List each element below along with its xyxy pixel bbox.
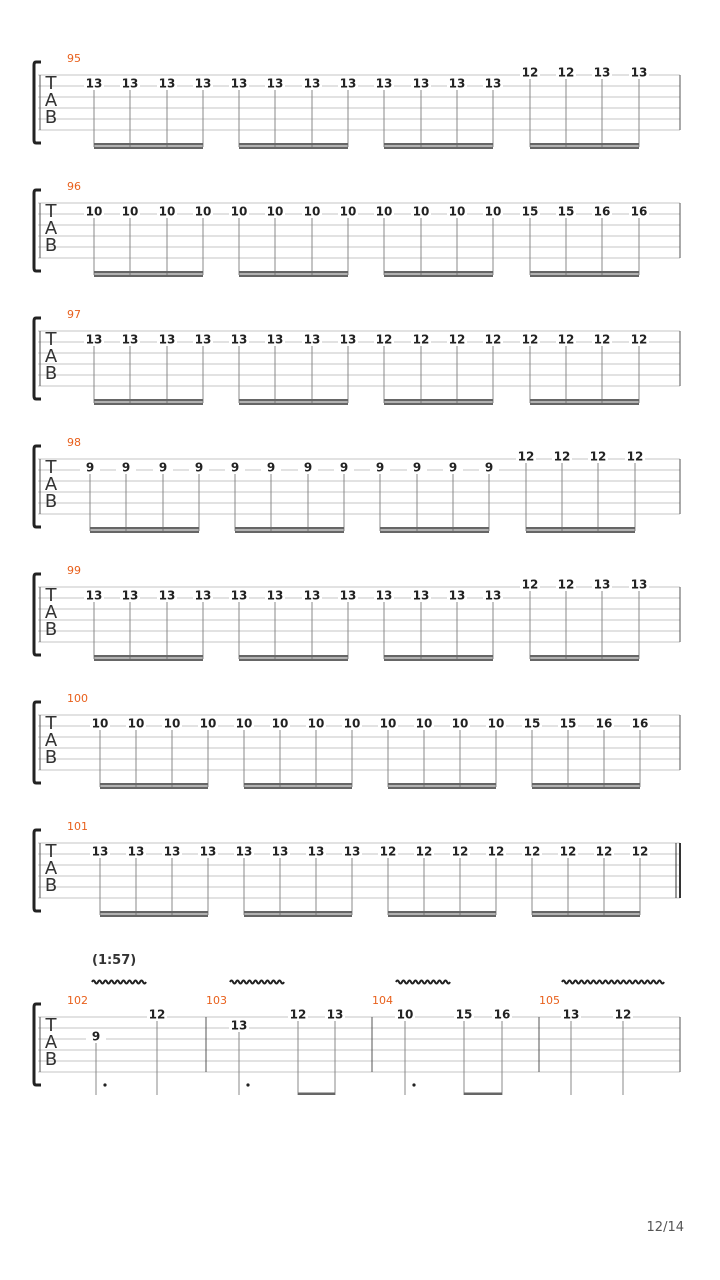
- beam: [239, 659, 348, 662]
- measure-number: 104: [372, 994, 393, 1007]
- fret-number: 13: [630, 65, 648, 80]
- measure-number: 102: [67, 994, 88, 1007]
- beam: [380, 531, 489, 534]
- beam: [384, 271, 493, 274]
- beam: [100, 787, 208, 790]
- beam: [94, 655, 203, 658]
- beam: [94, 659, 203, 662]
- beam: [532, 783, 640, 786]
- fret-number: 12: [523, 844, 541, 859]
- measure-number: 97: [67, 308, 81, 321]
- fret-number: 13: [484, 588, 502, 603]
- beam: [530, 659, 639, 662]
- fret-number: 10: [266, 204, 284, 219]
- fret-number: 15: [557, 204, 575, 219]
- beam: [532, 915, 640, 918]
- fret-number: 10: [487, 716, 505, 731]
- fret-number: 10: [303, 204, 321, 219]
- fret-number: 13: [630, 577, 648, 592]
- fret-number: 13: [593, 65, 611, 80]
- fret-number: 12: [593, 332, 611, 347]
- tab-clef-letter: T: [45, 457, 57, 478]
- fret-number: 10: [484, 204, 502, 219]
- fret-number: 12: [595, 844, 613, 859]
- tab-clef-letter: A: [44, 218, 58, 239]
- tab-clef-letter: A: [44, 346, 58, 367]
- fret-number: 13: [158, 332, 176, 347]
- beam: [388, 915, 496, 918]
- fret-number: 9: [303, 460, 313, 475]
- fret-number: 10: [194, 204, 212, 219]
- fret-number: 16: [593, 204, 611, 219]
- fret-number: 13: [339, 76, 357, 91]
- fret-number: 13: [158, 76, 176, 91]
- tab-clef-letter: B: [44, 619, 58, 640]
- fret-number: 13: [127, 844, 145, 859]
- tab-clef-letter: A: [44, 90, 58, 111]
- fret-number: 12: [614, 1007, 632, 1022]
- beam: [94, 403, 203, 406]
- beam: [94, 143, 203, 146]
- fret-number: 13: [235, 844, 253, 859]
- fret-number: 10: [448, 204, 466, 219]
- beam: [90, 531, 199, 534]
- fret-number: 10: [230, 204, 248, 219]
- tab-clef-letter: B: [44, 235, 58, 256]
- beam: [239, 147, 348, 150]
- fret-number: 10: [121, 204, 139, 219]
- measure-number: 100: [67, 692, 88, 705]
- fret-number: 13: [85, 332, 103, 347]
- fret-number: 13: [266, 332, 284, 347]
- fret-number: 13: [230, 1018, 248, 1033]
- fret-number: 16: [493, 1007, 511, 1022]
- fret-number: 12: [557, 332, 575, 347]
- fret-number: 10: [199, 716, 217, 731]
- beam: [388, 787, 496, 790]
- tab-clef-letter: A: [44, 602, 58, 623]
- fret-number: 10: [127, 716, 145, 731]
- tab-clef-letter: A: [44, 474, 58, 495]
- fret-number: 12: [379, 844, 397, 859]
- fret-number: 12: [415, 844, 433, 859]
- fret-number: 12: [451, 844, 469, 859]
- fret-number: 9: [85, 460, 95, 475]
- fret-number: 10: [415, 716, 433, 731]
- fret-number: 12: [375, 332, 393, 347]
- beam: [384, 659, 493, 662]
- beam: [384, 143, 493, 146]
- fret-number: 13: [484, 76, 502, 91]
- beam: [239, 271, 348, 274]
- tab-clef-letter: T: [45, 841, 57, 862]
- beam: [384, 147, 493, 150]
- fret-number: 16: [631, 716, 649, 731]
- fret-number: 13: [412, 588, 430, 603]
- fret-number: 10: [339, 204, 357, 219]
- beam: [530, 147, 639, 150]
- tab-clef-letter: B: [44, 875, 58, 896]
- fret-number: 13: [448, 76, 466, 91]
- tab-clef-letter: A: [44, 1032, 58, 1053]
- fret-number: 12: [631, 844, 649, 859]
- fret-number: 15: [559, 716, 577, 731]
- fret-number: 13: [562, 1007, 580, 1022]
- fret-number: 10: [379, 716, 397, 731]
- fret-number: 15: [455, 1007, 473, 1022]
- tab-clef-letter: B: [44, 363, 58, 384]
- beam: [388, 911, 496, 914]
- fret-number: 13: [85, 76, 103, 91]
- tab-clef-letter: T: [45, 585, 57, 606]
- fret-number: 13: [230, 588, 248, 603]
- fret-number: 9: [412, 460, 422, 475]
- fret-number: 12: [557, 577, 575, 592]
- beam: [530, 271, 639, 274]
- beam: [239, 655, 348, 658]
- fret-number: 12: [517, 449, 535, 464]
- fret-number: 13: [266, 588, 284, 603]
- fret-number: 12: [521, 577, 539, 592]
- beam: [532, 787, 640, 790]
- dot-mark: [103, 1083, 106, 1086]
- vibrato-mark: [230, 981, 284, 984]
- tab-clef-letter: T: [45, 201, 57, 222]
- fret-number: 13: [266, 76, 284, 91]
- beam: [530, 655, 639, 658]
- tab-clef-letter: T: [45, 73, 57, 94]
- fret-number: 12: [448, 332, 466, 347]
- fret-number: 13: [91, 844, 109, 859]
- beam: [94, 399, 203, 402]
- beam: [235, 527, 344, 530]
- fret-number: 13: [121, 332, 139, 347]
- page-number: 12/14: [646, 1220, 684, 1235]
- fret-number: 13: [375, 76, 393, 91]
- vibrato-mark: [562, 981, 664, 984]
- fret-number: 13: [194, 588, 212, 603]
- beam: [384, 399, 493, 402]
- fret-number: 12: [521, 65, 539, 80]
- beam: [239, 275, 348, 278]
- beam: [380, 527, 489, 530]
- fret-number: 12: [487, 844, 505, 859]
- measure-number: 103: [206, 994, 227, 1007]
- beam: [530, 403, 639, 406]
- beam: [94, 275, 203, 278]
- fret-number: 13: [230, 332, 248, 347]
- fret-number: 15: [521, 204, 539, 219]
- fret-number: 16: [630, 204, 648, 219]
- fret-number: 10: [158, 204, 176, 219]
- beam: [235, 531, 344, 534]
- fret-number: 10: [85, 204, 103, 219]
- beam: [530, 399, 639, 402]
- fret-number: 13: [303, 588, 321, 603]
- beam: [100, 783, 208, 786]
- fret-number: 13: [121, 76, 139, 91]
- fret-number: 13: [303, 332, 321, 347]
- tab-clef-letter: B: [44, 747, 58, 768]
- beam: [384, 655, 493, 658]
- beam: [239, 143, 348, 146]
- fret-number: 12: [630, 332, 648, 347]
- tab-clef-letter: B: [44, 491, 58, 512]
- beam: [239, 403, 348, 406]
- tab-clef-letter: T: [45, 1015, 57, 1036]
- tempo-marker: (1:57): [92, 953, 137, 968]
- measure-number: 99: [67, 564, 81, 577]
- fret-number: 12: [559, 844, 577, 859]
- fret-number: 13: [303, 76, 321, 91]
- fret-number: 13: [199, 844, 217, 859]
- beam: [100, 915, 208, 918]
- beam: [384, 275, 493, 278]
- fret-number: 15: [523, 716, 541, 731]
- fret-number: 13: [343, 844, 361, 859]
- fret-number: 12: [484, 332, 502, 347]
- dot-mark: [246, 1083, 249, 1086]
- tab-clef-letter: T: [45, 713, 57, 734]
- fret-number: 9: [448, 460, 458, 475]
- fret-number: 9: [484, 460, 494, 475]
- dot-mark: [412, 1083, 415, 1086]
- beam: [244, 787, 352, 790]
- fret-number: 13: [194, 76, 212, 91]
- beam: [90, 527, 199, 530]
- fret-number: 10: [451, 716, 469, 731]
- beam: [244, 915, 352, 918]
- fret-number: 10: [163, 716, 181, 731]
- fret-number: 12: [148, 1007, 166, 1022]
- fret-number: 12: [521, 332, 539, 347]
- beam: [94, 271, 203, 274]
- measure-number: 98: [67, 436, 81, 449]
- fret-number: 12: [626, 449, 644, 464]
- fret-number: 13: [230, 76, 248, 91]
- vibrato-mark: [92, 981, 146, 984]
- beam: [94, 147, 203, 150]
- measure-number: 95: [67, 52, 81, 65]
- fret-number: 9: [230, 460, 240, 475]
- fret-number: 12: [589, 449, 607, 464]
- fret-number: 9: [375, 460, 385, 475]
- beam: [384, 403, 493, 406]
- fret-number: 13: [307, 844, 325, 859]
- beam: [464, 1093, 502, 1096]
- fret-number: 13: [375, 588, 393, 603]
- fret-number: 13: [339, 588, 357, 603]
- fret-number: 10: [375, 204, 393, 219]
- fret-number: 10: [412, 204, 430, 219]
- tab-clef-letter: B: [44, 1049, 58, 1070]
- fret-number: 13: [412, 76, 430, 91]
- fret-number: 10: [396, 1007, 414, 1022]
- fret-number: 13: [85, 588, 103, 603]
- fret-number: 13: [271, 844, 289, 859]
- fret-number: 9: [121, 460, 131, 475]
- beam: [532, 911, 640, 914]
- beam: [244, 783, 352, 786]
- fret-number: 13: [326, 1007, 344, 1022]
- fret-number: 12: [289, 1007, 307, 1022]
- tab-clef-letter: B: [44, 107, 58, 128]
- beam: [298, 1093, 335, 1096]
- fret-number: 13: [158, 588, 176, 603]
- tab-clef-letter: A: [44, 858, 58, 879]
- fret-number: 9: [158, 460, 168, 475]
- fret-number: 13: [593, 577, 611, 592]
- fret-number: 13: [339, 332, 357, 347]
- fret-number: 13: [194, 332, 212, 347]
- beam: [530, 143, 639, 146]
- fret-number: 13: [448, 588, 466, 603]
- fret-number: 13: [121, 588, 139, 603]
- fret-number: 12: [412, 332, 430, 347]
- fret-number: 10: [271, 716, 289, 731]
- fret-number: 9: [194, 460, 204, 475]
- fret-number: 9: [339, 460, 349, 475]
- tab-clef-letter: T: [45, 329, 57, 350]
- fret-number: 10: [91, 716, 109, 731]
- measure-number: 101: [67, 820, 88, 833]
- fret-number: 9: [266, 460, 276, 475]
- beam: [526, 531, 635, 534]
- fret-number: 9: [91, 1029, 101, 1044]
- fret-number: 10: [235, 716, 253, 731]
- vibrato-mark: [396, 981, 450, 984]
- beam: [244, 911, 352, 914]
- beam: [100, 911, 208, 914]
- tab-clef-letter: A: [44, 730, 58, 751]
- fret-number: 16: [595, 716, 613, 731]
- beam: [239, 399, 348, 402]
- fret-number: 12: [557, 65, 575, 80]
- measure-number: 105: [539, 994, 560, 1007]
- fret-number: 13: [163, 844, 181, 859]
- fret-number: 12: [553, 449, 571, 464]
- fret-number: 10: [307, 716, 325, 731]
- beam: [530, 275, 639, 278]
- measure-number: 96: [67, 180, 81, 193]
- beam: [526, 527, 635, 530]
- beam: [388, 783, 496, 786]
- fret-number: 10: [343, 716, 361, 731]
